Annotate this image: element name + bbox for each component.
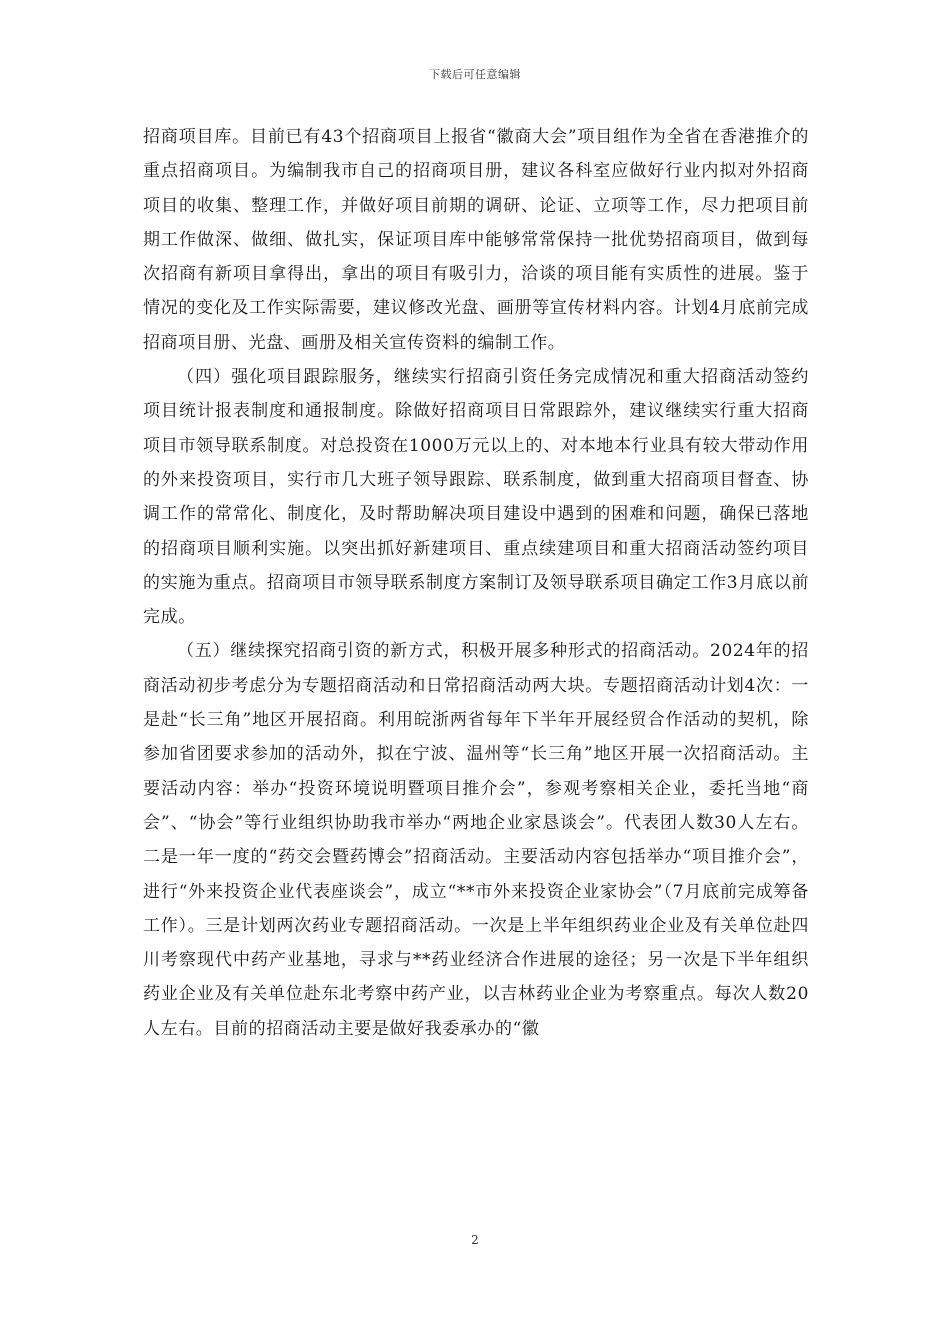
paragraph-section-five: （五）继续探究招商引资的新方式，积极开展多种形式的招商活动。2024年的招商活动初步考虑分为专题招商活动和日常招商活动两大块。专题招商活动计划4次：一是赴“长三角”地区开展招商。利用皖浙两省每年下半年开展经贸合作活动的契机，除参加省团要求参加的活动外，拟在宁波、温州等“长三角”地区开展一次招商活动。主要活动内容：举办“投资环境说明暨项目推介会”，参观考察相关企业，委托当地“商会”、“协会”等行业组织协助我市举办“两地企业家恳谈会”。代表团人数30人左右。二是一年一度的“药交会暨药博会”招商活动。主要活动内容包括举办“项目推介会”，进行“外来投资企业代表座谈会”，成立“**市外来投资企业家协会”（7月底前完成筹备工作）。三是计划两次药业专题招商活动。一次是上半年组织药业企业及有关单位赴四川考察现代中药产业基地，寻求与**药业经济合作进展的途径；另一次是下半年组织药业企业及有关单位赴东北考察中药产业，以吉林药业企业为考察重点。每次人数20人左右。目前的招商活动主要是做好我委承办的“徽: [143, 641, 809, 1039]
paragraph-section-four: （四）强化项目跟踪服务，继续实行招商引资任务完成情况和重大招商活动签约项目统计报表制度和通报制度。除做好招商项目日常跟踪外，建议继续实行重大招商项目市领导联系制度。对总投资在1000万元以上的、对本地本行业具有较大带动作用的外来投资项目，实行市几大班子领导跟踪、联系制度，做到重大招商项目督查、协调工作的常常化、制度化，及时帮助解决项目建设中遇到的困难和问题，确保已落地的招商项目顺利实施。以突出抓好新建项目、重点续建项目和重大招商活动签约项目的实施为重点。招商项目市领导联系制度方案制订及领导联系项目确定工作3月底以前完成。: [143, 367, 809, 628]
page-number: 2: [471, 1233, 479, 1247]
document-body: [143, 120, 809, 1046]
paragraph-project-library: 招商项目库。目前已有43个招商项目上报省“徽商大会”项目组作为全省在香港推介的重点招商项目。为编制我市自己的招商项目册，建议各科室应做好行业内拟对外招商项目的收集、整理工作，并做好项目前期的调研、论证、立项等工作，尽力把项目前期工作做深、做细、做扎实，保证项目库中能够常常保持一批优势招商项目，做到每次招商有新项目拿得出，拿出的项目有吸引力，洽谈的项目能有实质性的进展。鉴于情况的变化及工作实际需要，建议修改光盘、画册等宣传材料内容。计划4月底前完成招商项目册、光盘、画册及相关宣传资料的编制工作。: [143, 127, 809, 353]
page-header-note: 下载后可任意编辑: [429, 68, 521, 81]
